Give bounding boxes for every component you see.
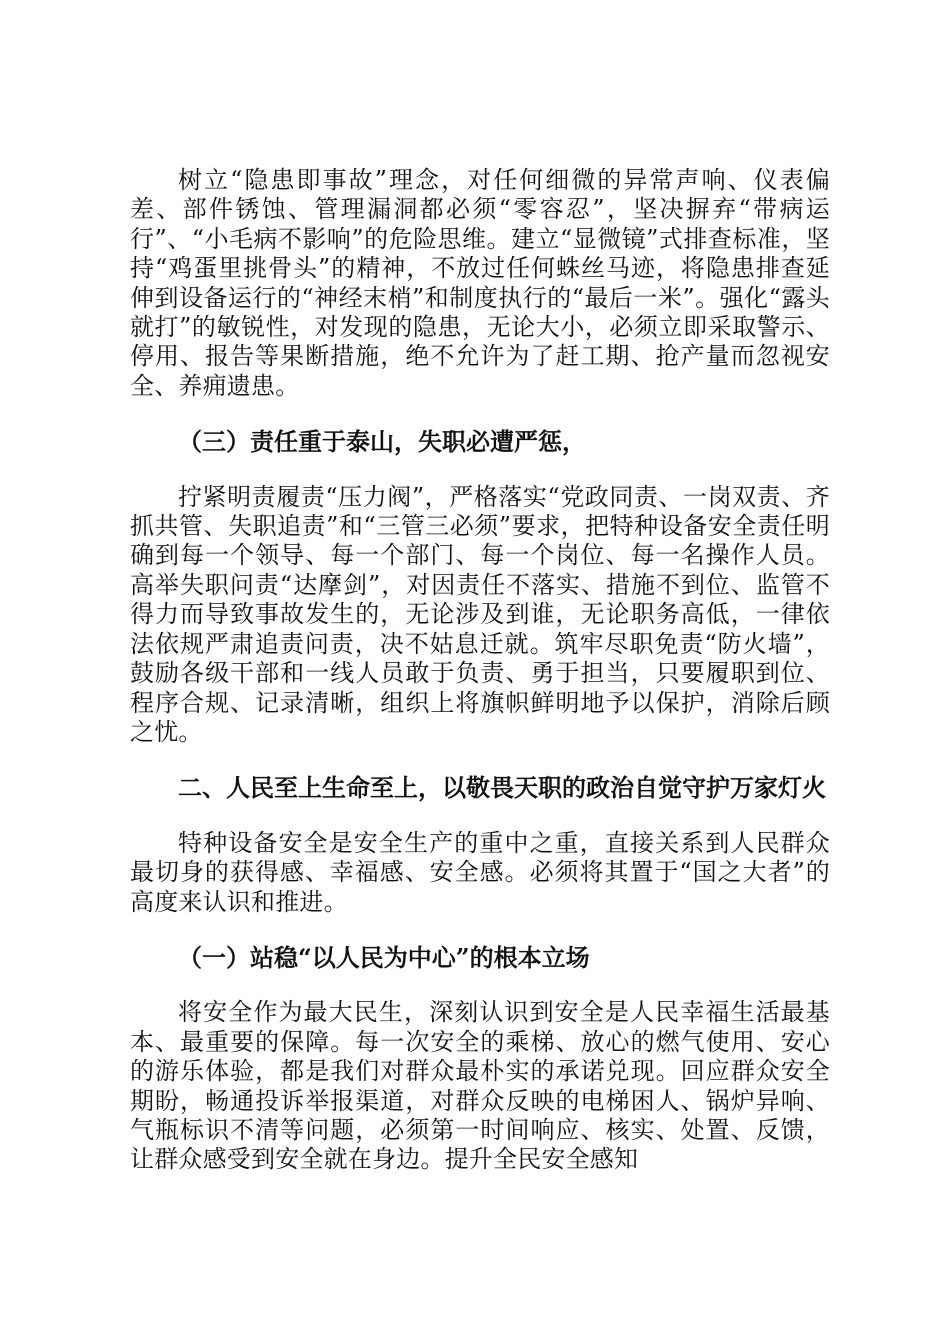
paragraph-hidden-danger: 树立“隐患即事故”理念，对任何细微的异常声响、仪表偏差、部件锈蚀、管理漏洞都必须“零容忍”，坚决摒弃“带病运行”、“小毛病不影响”的危险思维。建立“显微镜”式排查标准，坚持“鸡蛋里挑骨头”的精神，不放过任何蛛丝马迹，将隐患排查延伸到设备运行的“神经末梢”和制度执行的“最后一米”。强化“露头就打”的敏锐性，对发现的隐患，无论大小，必须立即采取警示、停用、报告等果断措施，绝不允许为了赶工期、抢产量而忽视安全、养痈遗患。 (130, 166, 830, 400)
paragraph-accountability: 拧紧明责履责“压力阀”，严格落实“党政同责、一岗双责、齐抓共管、失职追责”和“三管三必须”要求，把特种设备安全责任明确到每一个领导、每一个部门、每一个岗位、每一名操作人员。高举失职问责“达摩剑”，对因责任不落实、措施不到位、监管不得力而导致事故发生的，无论涉及到谁，无论职务高低，一律依法依规严肃追责问责，决不姑息迁就。筑牢尽职免责“防火墙”，鼓励各级干部和一线人员敢于负责、勇于担当，只要履职到位、程序合规、记录清晰，组织上将旗帜鲜明地予以保护，消除后顾之忧。 (130, 482, 830, 746)
paragraph-safety-priority: 特种设备安全是安全生产的重中之重，直接关系到人民群众最切身的获得感、幸福感、安全感。必须将其置于“国之大者”的高度来认识和推进。 (130, 828, 830, 916)
paragraph-livelihood: 将安全作为最大民生，深刻认识到安全是人民幸福生活最基本、最重要的保障。每一次安全的乘梯、放心的燃气使用、安心的游乐体验，都是我们对群众最朴实的承诺兑现。回应群众安全期盼，畅通投诉举报渠道，对群众反映的电梯困人、锅炉异响、气瓶标识不清等问题，必须第一时间响应、核实、处置、反馈，让群众感受到安全就在身边。提升全民安全感知 (130, 998, 830, 1174)
heading-responsibility: （三）责任重于泰山，失职必遭严惩， (178, 427, 586, 457)
heading-people-centered: （一）站稳“以人民为中心”的根本立场 (178, 942, 590, 972)
document-body (130, 166, 830, 1175)
heading-people-first: 二、人民至上生命至上，以敬畏天职的政治自觉守护万家灯火 (178, 773, 826, 803)
